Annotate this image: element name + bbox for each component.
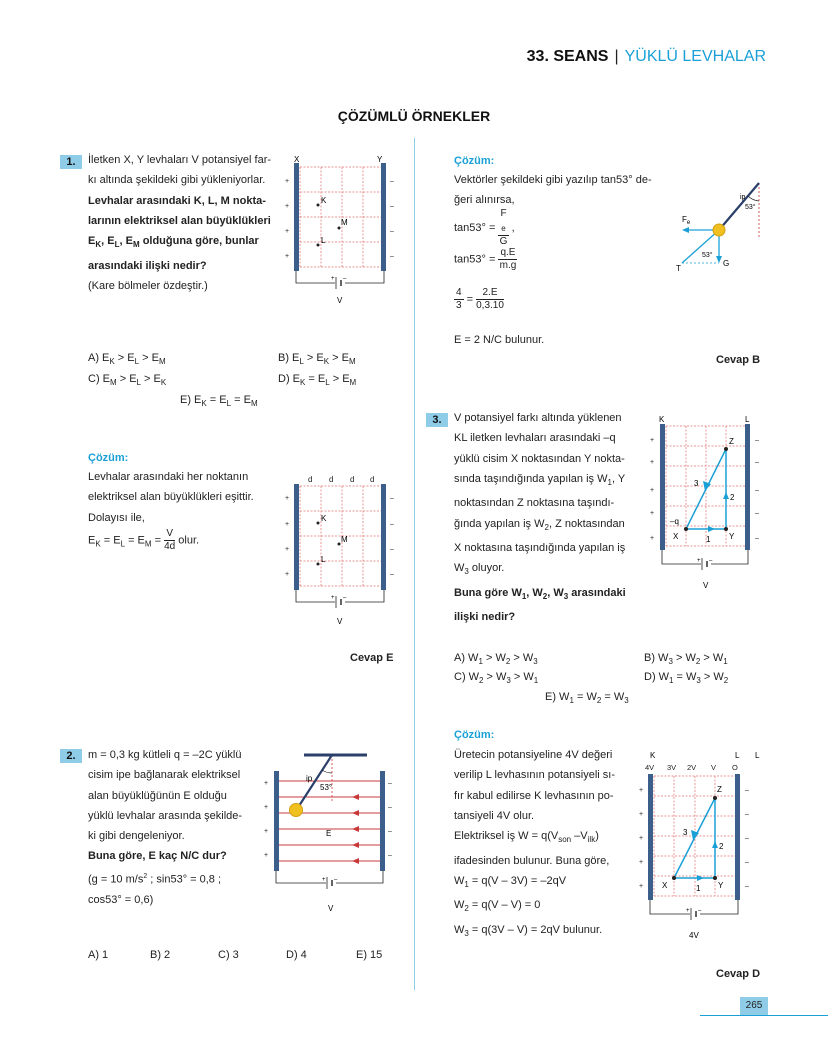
svg-text:+: + [686, 908, 690, 914]
label-t: T [676, 264, 681, 273]
s2-eq-1: tan53° = F $_e$ G , [454, 208, 515, 247]
svg-text:d: d [350, 475, 355, 484]
svg-text:–: – [698, 908, 702, 914]
svg-text:–: – [755, 510, 759, 517]
label-v: V [328, 904, 334, 913]
solution-3-heading: Çözüm: [454, 729, 495, 741]
label-e: E [326, 829, 332, 838]
s3-w2: $W_2 = q(V - V) = 0$ [454, 899, 541, 914]
label-v: V [337, 296, 343, 305]
question-3-text [454, 408, 626, 628]
question-3-number: 3. [426, 413, 448, 427]
label-l: L [321, 555, 326, 564]
label-x: X [294, 155, 300, 164]
svg-text:–: – [390, 228, 394, 235]
footer-line [700, 1015, 828, 1016]
q3-line: sında taşındığında yapılan iş $W_1$, Y [454, 472, 626, 488]
question-1-number: 1. [60, 155, 82, 169]
label-y: Y [729, 532, 735, 541]
label-y: Y [377, 155, 383, 164]
s2-eq-2: tan53° = $\frac{q.E}{m.g}$ [454, 247, 517, 271]
question-2-number: 2. [60, 749, 82, 763]
q3-line: X noktasına taşındığında yapılan iş [454, 542, 626, 555]
svg-text:+: + [639, 883, 644, 890]
q1-option-e: E) $E_K = E_L = E_M$ [180, 394, 258, 409]
label-ip: ip [306, 774, 313, 783]
s1-equation: $E_K = E_L = E_M$ = $\frac{V}{4d}$ olur. [88, 527, 200, 552]
svg-text:+: + [639, 835, 644, 842]
s3-w3: $W_3 = q(3V - V) = 2qV$ bulunur. [454, 923, 603, 939]
label-source: 4V [689, 931, 699, 940]
svg-text:–: – [755, 437, 759, 444]
figure-s1-plates [283, 472, 401, 632]
label-k: K [321, 196, 327, 205]
solution-3-answer: Cevap D [716, 968, 761, 980]
label-4v: 4V [645, 763, 655, 772]
svg-text:+: + [285, 571, 290, 578]
svg-text:–: – [745, 883, 749, 890]
q2-line: m = 0,3 kg kütleli q = –2C yüklü [88, 749, 242, 761]
svg-text:+: + [639, 859, 644, 866]
label-3v: 3V [667, 763, 677, 772]
svg-text:–: – [390, 521, 394, 528]
label-y: Y [718, 881, 724, 890]
label-1: 1 [696, 884, 701, 893]
label-l: L [321, 236, 326, 245]
svg-text:–: – [388, 852, 392, 859]
solution-1-answer: Cevap E [350, 652, 394, 664]
svg-text:+: + [650, 487, 655, 494]
svg-text:+: + [331, 276, 335, 282]
svg-text:+: + [650, 535, 655, 542]
label-angle-2: 53° [702, 252, 713, 259]
svg-text:+: + [650, 459, 655, 466]
label-z: Z [717, 785, 722, 794]
label-l-2: L [755, 751, 760, 760]
svg-text:–: – [343, 595, 347, 601]
label-g: G [723, 259, 730, 268]
q3-line: $W_3$ oluyor. [454, 562, 505, 577]
q2-option-c: C) 3 [218, 949, 239, 961]
svg-text:d: d [308, 475, 313, 484]
svg-text:d: d [370, 475, 375, 484]
label-1: 1 [706, 535, 711, 544]
q1-note: (Kare bölmeler özdeştir.) [88, 279, 208, 292]
q3-line: yüklü cisim X noktasından Y nokta- [454, 452, 625, 465]
q1-line: kı altında şekildeki gibi yükleniyorlar. [88, 174, 266, 187]
column-divider [414, 138, 415, 990]
header-separator: | [614, 48, 619, 65]
q2-given: (g = 10 $m/s^2$ ; sin53° = 0,8 ; [88, 872, 222, 886]
svg-text:+: + [264, 780, 269, 787]
solution-1-heading: Çözüm: [88, 452, 129, 464]
label-m: M [341, 218, 348, 227]
q3-option-a: A) $W_1 > W_2 > W_3$ [454, 652, 538, 667]
svg-text:+: + [285, 495, 290, 502]
svg-text:–: – [390, 203, 394, 210]
figure-q2-pendulum [262, 747, 402, 917]
q3-line: V potansiyel farkı altında yüklenen [454, 412, 622, 424]
svg-text:+: + [285, 178, 290, 185]
s1-line: Dolayısı ile, [88, 511, 145, 524]
q2-option-e: E) 15 [356, 949, 383, 961]
question-1-text [88, 150, 271, 296]
label-2v: 2V [687, 763, 697, 772]
q2-line: alan büyüklüğünün E olduğu [88, 789, 227, 802]
solution-2-heading: Çözüm: [454, 155, 495, 167]
label-k: K [650, 751, 656, 760]
q3-line: KL iletken levhaları arasındaki –q [454, 432, 616, 445]
solution-1-text [88, 467, 254, 555]
solution-2-answer: Cevap B [716, 354, 761, 366]
question-2-text [88, 745, 242, 910]
svg-text:–: – [390, 253, 394, 260]
label-ip: ip [740, 194, 746, 201]
svg-text:–: – [334, 877, 338, 883]
page-title: ÇÖZÜMLÜ ÖRNEKLER [337, 108, 491, 124]
figure-s2-vectors [670, 175, 770, 275]
svg-text:–: – [745, 859, 749, 866]
label-v: V [337, 617, 343, 626]
svg-text:–: – [390, 546, 394, 553]
label-l: L [735, 751, 740, 760]
q2-option-b: B) 2 [150, 949, 171, 961]
solution-2-text [454, 170, 652, 211]
svg-text:–: – [390, 178, 394, 185]
s3-line: fır kabul edilirse K levhasının po- [454, 789, 614, 802]
label-k: K [659, 415, 665, 424]
q1-option-b: B) $E_L > E_K > E_M$ [278, 352, 356, 367]
svg-text:+: + [285, 253, 290, 260]
svg-text:–: – [745, 787, 749, 794]
label-angle-1: 53° [745, 204, 756, 211]
q2-line: yüklü levhalar arasında şekilde- [88, 809, 243, 822]
q3-option-b: B) $W_3 > W_2 > W_1$ [644, 652, 728, 667]
svg-text:–: – [388, 828, 392, 835]
q1-bold-line: larının elektriksel alan büyüklükleri [88, 214, 271, 227]
svg-text:+: + [285, 228, 290, 235]
svg-text:–: – [755, 535, 759, 542]
label-v: V [711, 763, 717, 772]
q1-option-c: C) $E_M > E_L > E_K$ [88, 373, 167, 388]
svg-text:+: + [285, 521, 290, 528]
svg-text:+: + [697, 558, 701, 564]
svg-text:–: – [745, 835, 749, 842]
label-v: V [703, 581, 709, 590]
s2-result: E = 2 N/C bulunur. [454, 334, 545, 346]
label-x: X [662, 881, 668, 890]
q3-option-c: C) $W_2 > W_3 > W_1$ [454, 671, 539, 686]
svg-text:–: – [709, 558, 713, 564]
q1-option-d: D) $E_K = E_L > E_M$ [278, 373, 357, 388]
q1-option-a: A) $E_K > E_L > E_M$ [88, 352, 166, 367]
s2-line: ğeri alınırsa, [454, 194, 515, 207]
q3-bold: Buna göre $W_1$, $W_2$, $W_3$ arasındaki [454, 586, 626, 602]
label-o: O [732, 763, 738, 772]
s2-eq-3: $\frac{4}{3}$ = $\frac{2.E}{0,3.10}$ [456, 287, 504, 311]
label-2: 2 [730, 493, 735, 502]
svg-text:–: – [755, 487, 759, 494]
s3-line: Elektriksel iş $W = q(V_{son}$ $-V_{ilk}$) [454, 830, 599, 845]
svg-text:+: + [264, 804, 269, 811]
label-q: –q [670, 517, 679, 526]
page-header [527, 48, 766, 66]
svg-text:–: – [390, 571, 394, 578]
label-k: K [321, 514, 327, 523]
q2-option-d: D) 4 [286, 949, 307, 961]
label-x: X [673, 532, 679, 541]
q3-bold: ilişki nedir? [454, 611, 516, 624]
svg-text:+: + [285, 546, 290, 553]
svg-text:+: + [264, 852, 269, 859]
q1-bold-line: arasındaki ilişki nedir? [88, 259, 207, 272]
q1-bold-line-e: $E_K$, $E_L$, $E_M$ olduğuna göre, bunlar [88, 235, 259, 250]
label-l: L [745, 415, 750, 424]
svg-text:–: – [745, 811, 749, 818]
svg-text:+: + [322, 877, 326, 883]
seans-label: 33. SEANS [526, 48, 609, 65]
label-3: 3 [694, 479, 699, 488]
figure-q1-plates [283, 155, 401, 310]
figure-s3-plates [632, 748, 772, 943]
svg-text:–: – [388, 780, 392, 787]
s1-line: Levhalar arasındaki her noktanın [88, 471, 249, 483]
svg-text:d: d [329, 475, 334, 484]
svg-text:+: + [639, 811, 644, 818]
svg-text:+: + [331, 595, 335, 601]
q3-option-e: E) $W_1 = W_2 = W_3$ [545, 691, 629, 706]
label-angle: 53° [320, 783, 333, 792]
topic-label: YÜKLÜ LEVHALAR [624, 48, 766, 65]
q1-line: İletken X, Y levhaları V potansiyel far- [88, 154, 272, 166]
q2-bold: Buna göre, E kaç N/C dur? [88, 850, 227, 863]
label-m: M [341, 535, 348, 544]
svg-text:–: – [343, 276, 347, 282]
s3-line: verilip L levhasının potansiyeli sı- [454, 769, 616, 782]
s3-line: Üretecin potansiyeline 4V değeri [454, 749, 613, 761]
q2-given: cos53° = 0,6) [88, 893, 154, 906]
figure-q3-plates [645, 412, 770, 594]
q2-line: cisim ipe bağlanarak elektriksel [88, 769, 241, 782]
svg-text:+: + [639, 787, 644, 794]
q1-bold-line: Levhalar arasındaki K, L, M nokta- [88, 194, 266, 207]
svg-text:+: + [650, 510, 655, 517]
q2-option-a: A) 1 [88, 949, 109, 961]
s3-line: ifadesinden bulunur. Buna göre, [454, 854, 610, 867]
svg-text:–: – [388, 804, 392, 811]
q3-line: noktasından Z noktasına taşındı- [454, 497, 615, 510]
s1-line: elektriksel alan büyüklükleri eşittir. [88, 491, 254, 504]
q3-line: ğında yapılan iş $W_2$, Z noktasından [454, 517, 625, 532]
label-3: 3 [683, 828, 688, 837]
q3-option-d: D) $W_1 = W_3 > W_2$ [644, 671, 729, 686]
svg-text:+: + [285, 203, 290, 210]
s3-line: tansiyeli 4V olur. [454, 809, 535, 822]
page-number: 265 [740, 997, 768, 1015]
solution-3-text [454, 745, 615, 944]
svg-text:+: + [264, 828, 269, 835]
label-z: Z [729, 437, 734, 446]
svg-text:–: – [390, 495, 394, 502]
svg-text:–: – [755, 459, 759, 466]
svg-text:+: + [650, 437, 655, 444]
s2-line: Vektörler şekildeki gibi yazılıp tan53° de- [454, 174, 652, 186]
s3-w1: $W_1 = q(V - 3V) = -2qV$ [454, 874, 567, 890]
label-fe: $F_e$ [682, 215, 691, 226]
q2-line: ki gibi dengeleniyor. [88, 830, 185, 843]
label-2: 2 [719, 842, 724, 851]
